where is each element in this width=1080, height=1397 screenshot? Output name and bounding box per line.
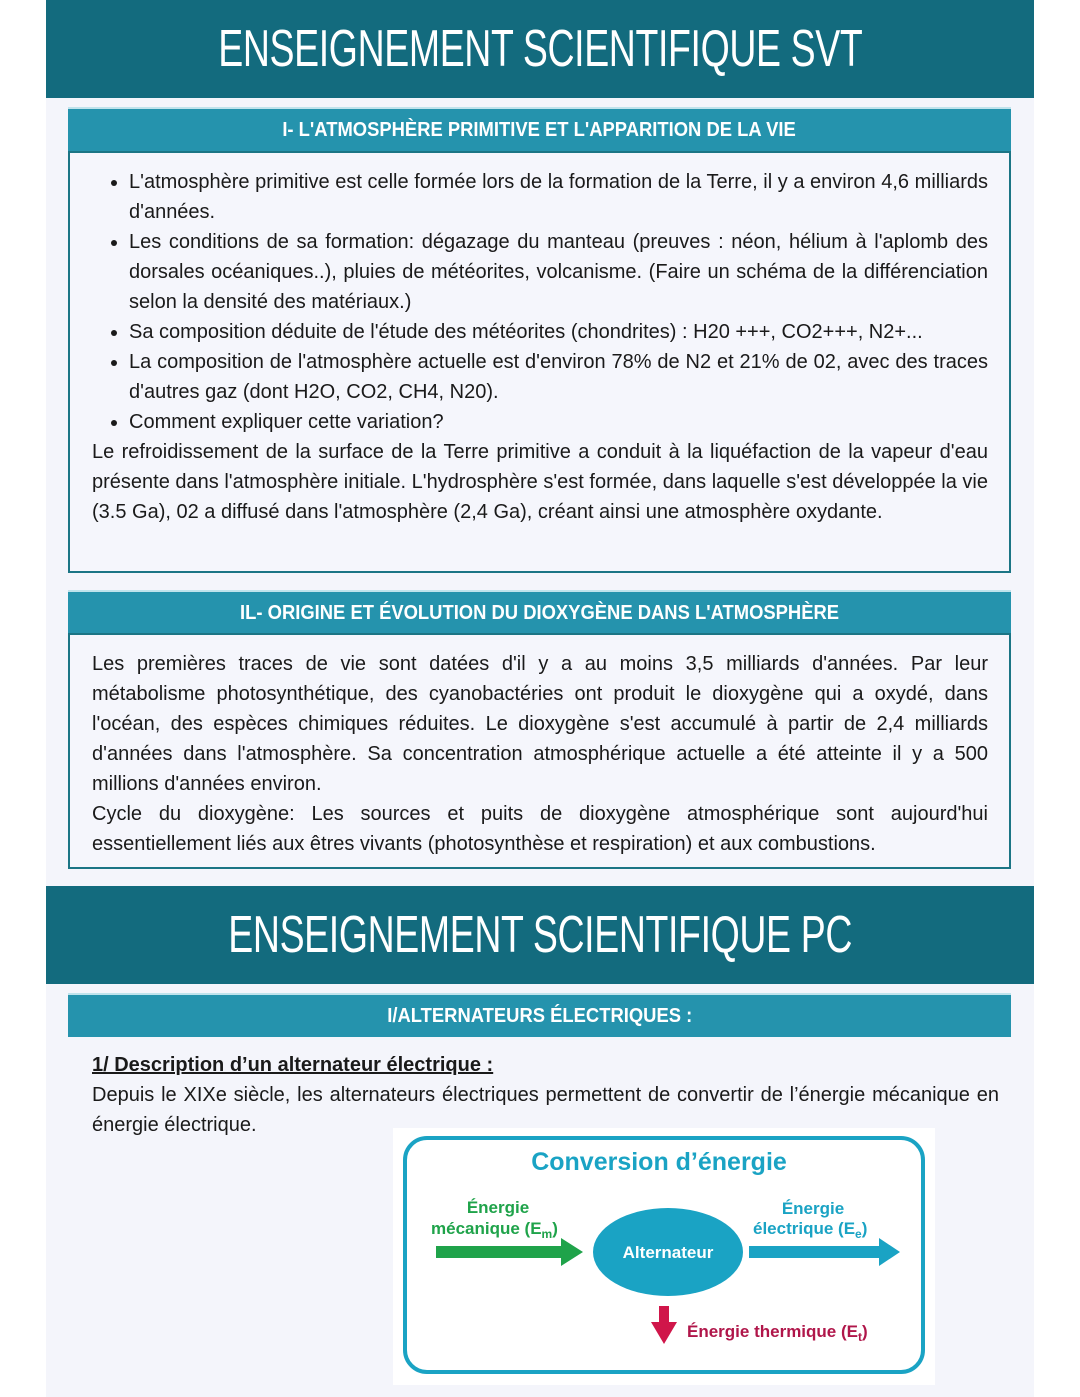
pc-banner <box>46 886 1034 984</box>
output-label-1: Énergie <box>781 1199 845 1218</box>
energy-conversion-figure <box>393 1128 935 1385</box>
pc-title: ENSEIGNEMENT SCIENTIFIQUE PC <box>228 906 852 964</box>
bullet-item: • L'atmosphère primitive est celle formée lors de la formation de la Terre, il y a environ 4,6 milliards d'années. <box>129 167 988 227</box>
section-1-paragraph: Le refroidissement de la surface de la Terre primitive a conduit à la liquéfaction de la vapeur d'eau présente dans l'atmosphère initiale. L'hydrosphère s'est formée, dans laquelle s'est développée la vie (3.5 Ga), 02 a diffusé dans l'atmosphère (2,4 Ga), créant ainsi une atmosphère oxydante. <box>92 441 988 523</box>
output-label-2: électrique $(E_e)$ <box>753 1219 868 1241</box>
pc-section-1-content <box>92 1050 999 1140</box>
bullet-item: • La composition de l'atmosphère actuelle est d'environ 78% de N2 et 21% de 02, avec des traces d'autres gaz (dont H2O, CO2, CH4, N20). <box>129 347 988 407</box>
pc-paragraph: Depuis le XIXe siècle, les alternateurs électriques permettent de convertir de l’énergie mécanique en énergie électrique. <box>92 1084 999 1136</box>
section-2-header <box>68 590 1011 634</box>
section-1-title: I- L'ATMOSPHÈRE PRIMITIVE ET L'APPARITION DE LA VIE <box>282 118 797 141</box>
pc-section-1-title: I/ALTERNATEURS ÉLECTRIQUES : <box>387 1004 692 1027</box>
input-label-1: Énergie <box>466 1198 530 1217</box>
pc-section-1-header <box>68 993 1011 1037</box>
section-1-header <box>68 107 1011 151</box>
bullet-list <box>92 167 988 437</box>
section-1-box <box>68 151 1011 573</box>
bullet-item: • Comment expliquer cette variation? <box>129 407 988 437</box>
pc-subtitle: 1/ Description d’un alternateur électrique : <box>92 1054 494 1076</box>
section-2-title: IL- ORIGINE ET ÉVOLUTION DU DIOXYGÈNE DANS L'ATMOSPHÈRE <box>239 601 840 624</box>
section-2-box <box>68 633 1011 869</box>
bullet-item: • Sa composition déduite de l'étude des météorites (chondrites) : H20 +++, CO2+++, N2+... <box>129 317 988 347</box>
input-label-2: mécanique $(E_m)$ <box>431 1219 558 1241</box>
heat-label: Énergie thermique $(E_t)$ <box>687 1322 868 1344</box>
figure-title: Conversion d’énergie <box>531 1148 787 1176</box>
section-2-paragraph-1: Les premières traces de vie sont datées d'il y a au moins 3,5 milliards d'années. Par leur métabolisme photosynthétique, des cyanobactéries ont produit le dioxygène qui a oxydé, dans l'océan, des espèces chimiques réduites. Le dioxygène s'est accumulé à partir de 2,4 milliards d'années dans l'atmosphère. Sa concentration atmosphérique actuelle a été atteinte il y a 500 millions d'années environ. <box>92 653 988 795</box>
section-2-paragraph-2: Cycle du dioxygène: Les sources et puits de dioxygène atmosphérique sont aujourd'hui essentiellement liés aux êtres vivants (photosynthèse et respiration) et aux combustions. <box>92 803 988 855</box>
bullet-item: • Les conditions de sa formation: dégazage du manteau (preuves : néon, hélium à l'aplomb des dorsales océaniques..), pluies de météorites, volcanisme. (Faire un schéma de la différenciation selon la densité des matériaux.) <box>129 227 988 317</box>
alternator-label: Alternateur <box>622 1243 714 1262</box>
svt-banner <box>46 0 1034 98</box>
svt-title: ENSEIGNEMENT SCIENTIFIQUE SVT <box>217 20 863 78</box>
